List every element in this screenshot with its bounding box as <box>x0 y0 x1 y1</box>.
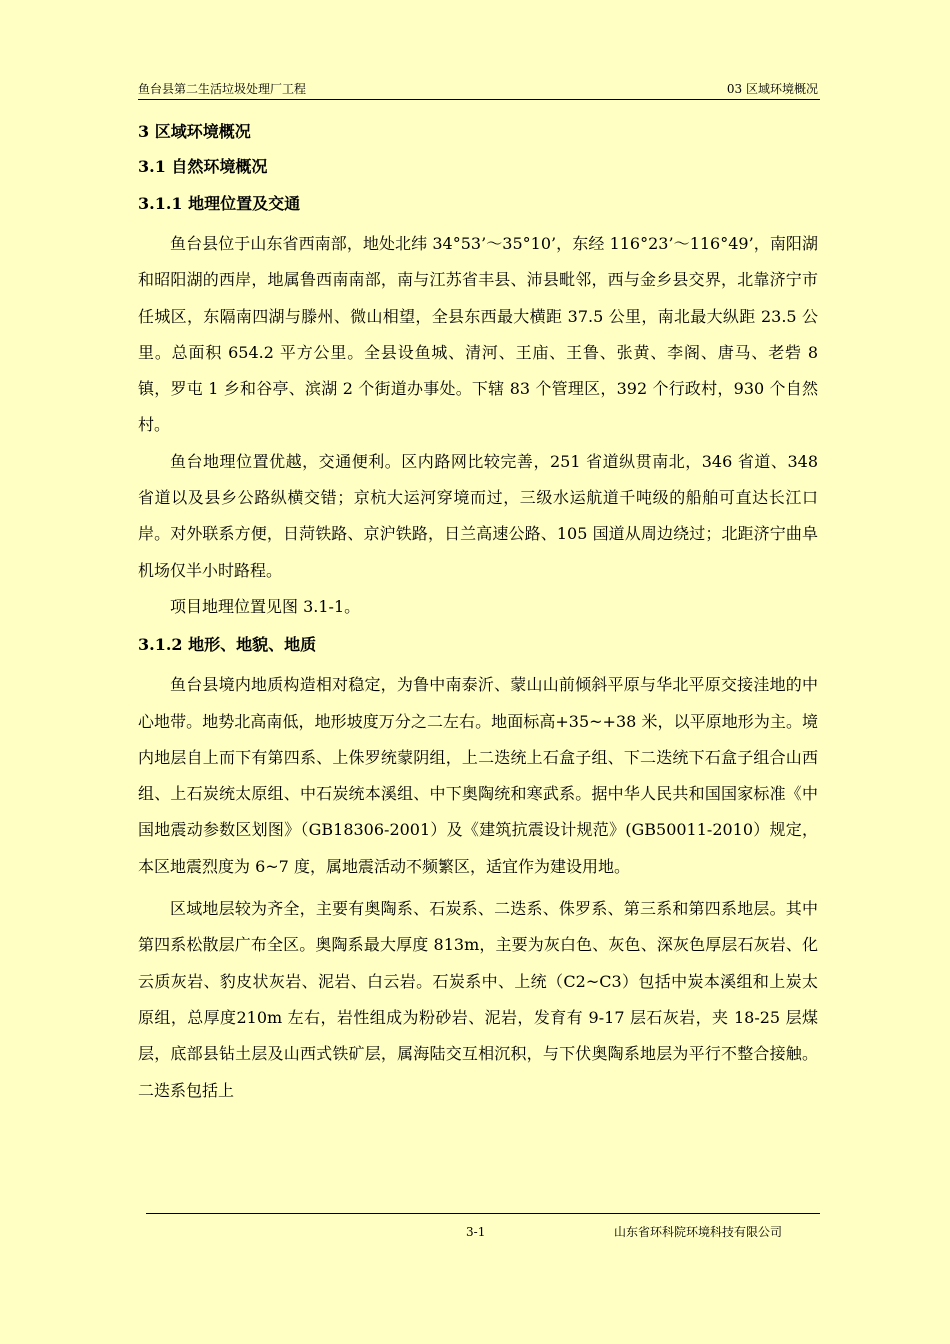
section-heading-3: 3 区域环境概况 <box>138 122 251 141</box>
page-body <box>138 116 818 1109</box>
footer-divider <box>146 1213 820 1214</box>
paragraph-location: 鱼台县位于山东省西南部，地处北纬 34°53’～35°10’，东经 116°23’～116°49’，南阳湖和昭阳湖的西岸，地属鲁西南南部，南与江苏省丰县、沛县毗邻，西与金乡县交界，北靠济宁市任城区，东隔南四湖与滕州、微山相望，全县东西最大横距 37.5 公里，南北最大纵距 23.5 公里。总面积 654.2 平方公里。全县设鱼城、清河、王庙、王鲁、张黄、李阁、唐马、老砦 8 镇，罗屯 1 乡和谷亭、滨湖 2 个街道办事处。下辖 83 个管理区，392 个行政村，930 个自然村。 <box>138 234 818 435</box>
paragraph-geology: 鱼台县境内地质构造相对稳定，为鲁中南泰沂、蒙山山前倾斜平原与华北平原交接洼地的中心地带。地势北高南低，地形坡度万分之二左右。地面标高+35~+38 米，以平原地形为主。境内地层自上而下有第四系、上侏罗统蒙阴组，上二迭统上石盒子组、下二迭统下石盒子组合山西组、上石炭统太原组、中石炭统本溪组、中下奥陶统和寒武系。据中华人民共和国国家标准《中国地震动参数区划图》（GB18306-2001）及《建筑抗震设计规范》(GB50011-2010）规定，本区地震烈度为 6~7 度，属地震活动不频繁区，适宜作为建设用地。 <box>138 675 818 876</box>
paragraph-figure-reference: 项目地理位置见图 3.1-1。 <box>170 596 361 616</box>
paragraph-strata: 区域地层较为齐全，主要有奥陶系、石炭系、二迭系、侏罗系、第三系和第四系地层。其中第四系松散层广布全区。奥陶系最大厚度 813m，主要为灰白色、灰色、深灰色厚层石灰岩、化云质灰岩、豹皮状灰岩、泥岩、白云岩。石炭系中、上统（C2~C3）包括中炭本溪组和上炭太原组，总厚度210m 左右，岩性组成为粉砂岩、泥岩，发育有 9-17 层石灰岩，夹 18-25 层煤层，底部县钻土层及山西式铁矿层，属海陆交互相沉积，与下伏奥陶系地层为平行不整合接触。二迭系包括上 <box>138 899 818 1100</box>
section-heading-3-1-2: 3.1.2 地形、地貌、地质 <box>138 635 317 655</box>
section-heading-3-1-1: 3.1.1 地理位置及交通 <box>138 194 301 213</box>
page-number: 3-1 <box>466 1225 486 1239</box>
header-chapter-title: 03 区域环境概况 <box>726 82 818 96</box>
section-heading-3-1: 3.1 自然环境概况 <box>138 157 268 176</box>
paragraph-transport: 鱼台地理位置优越，交通便利。区内路网比较完善，251 省道纵贯南北，346 省道、348 省道以及县乡公路纵横交错；京杭大运河穿境而过，三级水运航道千吨级的船舶可直达长江口岸。对外联系方便，日菏铁路、京沪铁路，日兰高速公路、105 国道从周边绕过；北距济宁曲阜机场仅半小时路程。 <box>138 451 818 580</box>
page-header <box>138 79 820 100</box>
footer-company-name: 山东省环科院环境科技有限公司 <box>614 1225 783 1239</box>
header-project-title: 鱼台县第二生活垃圾处理厂工程 <box>138 82 307 96</box>
